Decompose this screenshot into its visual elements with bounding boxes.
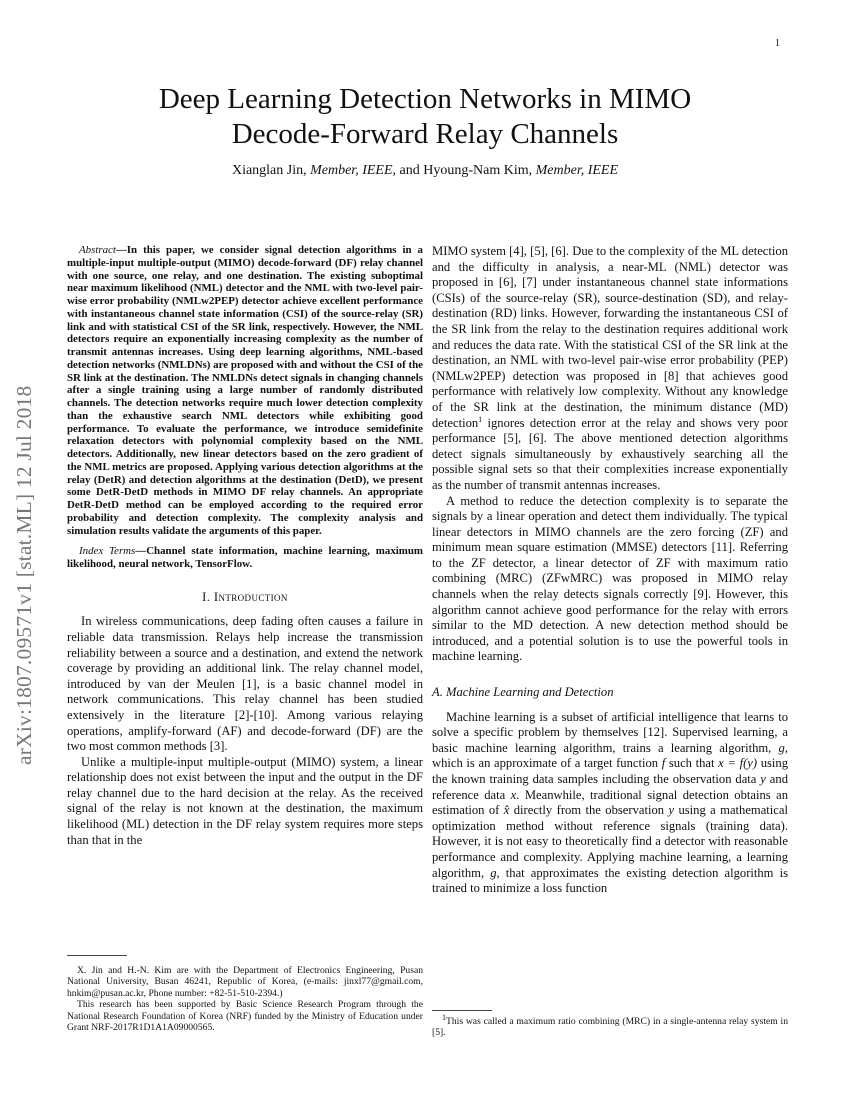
- affiliation-footnote: X. Jin and H.-N. Kim are with the Department of Electronics Engineering, Pusan National University, Busan 46241, Republic of Korea, (e-mails: jinxl77@gmail.com, hnkim@pusan.ac.kr, Phone number: +82-51-510-2394.): [67, 965, 423, 999]
- author-line: [60, 163, 790, 179]
- right-paragraph-2: A method to reduce the detection complexity is to separate the signals by a linear operation and detect them individually. The typical linear detectors in MIMO channels are the zero forcing (ZF) and minimum mean square estimation (MMSE) detectors [11]. Referring to the ZF detector, a linear detector of ZF with maximum ratio combining (MRC) (ZFwMRC) was proposed in MIMO relay channels when the relay detects signals correctly [9]. However, this algorithm cannot achieve good performance for the relay with errors similar to the MD detection. A new detection method should be introduced, and a potential solution is to use the powerful tools in machine learning.: [432, 493, 788, 664]
- intro-paragraph-2: Unlike a multiple-input multiple-output (MIMO) system, a linear relationship does not exist between the input and the output in the DF relay channel due to the hard decision at the relay. As the received signal of the relay is not known at the destination, the maximum likelihood (ML) detection in the DF relay system requires more steps than that in the: [67, 754, 423, 847]
- author-2-role: Member, IEEE: [535, 163, 619, 178]
- math-equation: x = f(y): [718, 756, 758, 771]
- index-terms-label: Index Terms: [79, 545, 136, 558]
- title-line-1: Deep Learning Detection Networks in MIMO: [158, 83, 692, 115]
- right-footnote-text: This was called a maximum ratio combining (MRC) in a single-antenna relay system in [5].: [432, 1016, 788, 1039]
- right-paragraph-1-text-b: ignores detection error at the relay and shows very poor performance [5], [6]. The above mentioned detection algorithms detect signals simultaneously by exhaustively searching all the possible signal sets so that their complexities increase exponentially as the number of transmit antennas increases.: [432, 415, 788, 492]
- abstract-label: Abstract: [79, 244, 116, 256]
- right-footnote-rule: [432, 1010, 492, 1011]
- p3-text: directly from the observation: [509, 803, 669, 818]
- math-g: g: [490, 865, 497, 880]
- right-paragraph-1: [432, 244, 788, 494]
- math-g: g: [778, 740, 785, 755]
- right-paragraph-1-text-a: MIMO system [4], [5], [6]. Due to the complexity of the ML detection and the difficulty in analysis, a near-ML (NML) detector was proposed in [6], [7] under instantaneous channel state informations (CSIs) of the source-relay (SR), source-destination (SD), and relay-destination (RD) links. However, forwarding the instantaneous CSI of the SR link from the relay to the destination requires additional work and reduces the data rate. With the statistical CSI of the SR link at the destination, an NML with two-level pair-wise error probability (PEP) (NMLw2PEP) detection was proposed in [8] that achieves good performance with relatively low complexity. Without any knowledge of the SR link at the destination, the minimum distance (MD) detection: [432, 244, 788, 430]
- math-f: f: [661, 756, 666, 771]
- right-footnote-marker: 1: [442, 1012, 446, 1022]
- left-footnotes: [67, 965, 423, 1033]
- p3-text: , which is an approximate of a target function: [432, 740, 788, 771]
- math-y: y: [668, 803, 675, 818]
- paper-title: [60, 82, 790, 152]
- p3-text: Machine learning is a subset of artificial intelligence that learns to solve a specific problem by themselves [12]. Supervised learning, a basic machine learning algorithm, trains a learning algorithm,: [432, 709, 788, 755]
- p3-text: . Meanwhile, traditional signal detection obtains an estimation of: [432, 787, 788, 818]
- math-xhat: x̂: [503, 803, 510, 818]
- right-paragraph-3: [432, 710, 788, 897]
- intro-paragraph-1: In wireless communications, deep fading often causes a failure in reliable data transmission. Relays help increase the transmission reliability between a source and a destination, and extend the network coverage by providing an additional link. The relay channel model, introduced by van der Meulen [1], is a basic channel model in network communications. This relay channel has been studied extensively in the literature [2]-[10]. Among various relaying operations, amplify-forward (AF) and decode-forward (DF) are the two most common methods [3].: [67, 614, 423, 754]
- index-terms-body: —Channel state information, machine learning, maximum likelihood, neural network, TensorFlow.: [67, 545, 423, 570]
- abstract: [67, 244, 423, 537]
- subsection-heading: A. Machine Learning and Detection: [432, 685, 614, 700]
- left-footnote-rule: [67, 955, 127, 956]
- arxiv-identifier: arXiv:1807.09571v1 [stat.ML] 12 Jul 2018: [12, 385, 36, 765]
- left-column: [67, 244, 423, 848]
- math-x: x: [510, 787, 517, 802]
- author-1-role: Member, IEEE,: [310, 163, 397, 178]
- abstract-body: —In this paper, we consider signal detection algorithms in a multiple-input multiple-output (MIMO) decode-forward (DF) relay channel with one source, one relay, and one destination. The existing suboptimal near maximum likelihood (NML) detector and the NML with two-level pair-wise error probability (NMLw2PEP) detector achieve excellent performance with instantaneous channel state information (CSI) of the source-relay (SR) link and with statistical CSI of the SR link, respectively. However, the NML detectors require an exponentially increasing complexity as the number of transmit antennas increases. Using deep learning algorithms, NML-based detection networks (NMLDNs) are proposed with and without the CSI of the SR link at the destination. The NMLDNs detect signals in changing channels after a single training using a large number of randomly distributed channels. The detection networks require much lower detection complexity than the exhaustive search NML detectors while exhibiting good performance. To evaluate the performance, we introduce semidefinite relaxation detectors with polynomial complexity based on the NML detectors. Additionally, new linear detectors based on the zero gradient of the NML metrics are proposed. Applying various detection algorithms at the relay (DetR) and detection algorithms at the destination (DetD), we present some DetR-DetD methods in MIMO DF relay channels. An appropriate DetR-DetD method can be employed according to the required error probability and detection complexity. The complexity analysis and simulation results validate the arguments of this paper.: [67, 244, 423, 537]
- index-terms: [67, 545, 423, 571]
- right-footnote: [432, 1012, 788, 1039]
- p3-text: , that approximates the existing detection algorithm is trained to minimize a loss function: [432, 865, 788, 896]
- p3-text: using the known training data samples including the observation data: [432, 756, 788, 786]
- p3-text: such that: [665, 756, 719, 771]
- right-column: [432, 244, 788, 897]
- funding-footnote: This research has been supported by Basic Science Research Program through the National Research Foundation of Korea (NRF) funded by the Ministry of Education under Grant NRF-2017R1D1A1A09000565.: [67, 999, 423, 1034]
- page-number: 1: [775, 38, 780, 49]
- p3-text: using a mathematical optimization method without reference signals (training data). However, it is not easy to theoretically find a detector with reasonable performance and complexity. Applying machine learning, a learning algorithm,: [432, 803, 788, 880]
- author-2: and Hyoung-Nam Kim,: [399, 163, 533, 178]
- footnote-marker: 1: [478, 414, 483, 424]
- section-heading-introduction: I. Introduction: [202, 589, 288, 604]
- author-1: Xianglan Jin,: [231, 163, 307, 178]
- p3-text: and reference data: [432, 772, 788, 802]
- title-line-2: Decode-Forward Relay Channels: [231, 118, 619, 150]
- math-y: y: [760, 772, 766, 786]
